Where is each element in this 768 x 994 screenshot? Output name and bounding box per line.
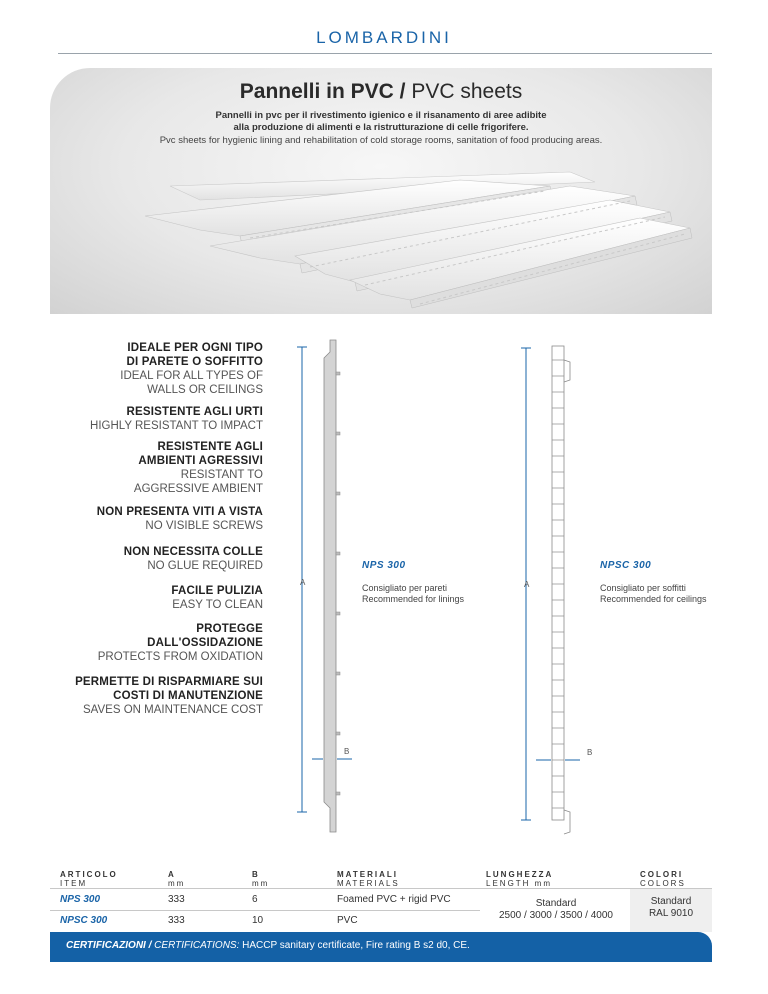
th-item: ARTICOLO ITEM xyxy=(60,870,118,888)
npsc-dim-a: A xyxy=(524,580,530,589)
feature-en: EASY TO CLEAN xyxy=(172,599,263,611)
nps-product-name: NPS 300 xyxy=(362,560,406,571)
row-b: 10 xyxy=(252,915,264,926)
feature-oxidation xyxy=(60,622,263,664)
row-b: 6 xyxy=(252,894,258,905)
th-colors: COLORI COLORS xyxy=(640,870,686,888)
feature-it: NON PRESENTA VITI A VISTA xyxy=(96,506,263,518)
feature-it: DALL'OSSIDAZIONE xyxy=(147,637,263,649)
feature-en: PROTECTS FROM OXIDATION xyxy=(97,651,263,663)
certifications-bar xyxy=(50,932,712,962)
feature-walls-ceilings xyxy=(60,341,263,397)
hero-title-it: Pannelli in PVC xyxy=(239,80,394,103)
feature-en: NO GLUE REQUIRED xyxy=(147,560,263,572)
npsc-dim-b: B xyxy=(587,748,593,757)
certifications-text: CERTIFICAZIONI / CERTIFICATIONS: HACCP sanitary certificate, Fire rating B s2 d0, CE. xyxy=(66,940,470,951)
row-material: PVC xyxy=(337,915,358,926)
hero-subtitle-it-1: Pannelli in pvc per il rivestimento igienico e il risanamento di aree adibite xyxy=(215,110,547,121)
npsc-desc-it: Consigliato per soffitti xyxy=(600,583,686,593)
row-item: NPS 300 xyxy=(60,894,101,905)
feature-en: AGGRESSIVE AMBIENT xyxy=(133,483,263,495)
row-a: 333 xyxy=(168,915,185,926)
feature-en: HIGHLY RESISTANT TO IMPACT xyxy=(90,420,263,432)
npsc-profile-drawing xyxy=(512,340,592,840)
feature-en: NO VISIBLE SCREWS xyxy=(145,520,263,532)
color-ral: RAL 9010 xyxy=(648,908,694,919)
nps-desc-it: Consigliato per pareti xyxy=(362,583,448,593)
table-rule xyxy=(50,910,480,911)
color-standard: Standard xyxy=(650,896,692,907)
hero-title xyxy=(50,80,712,104)
feature-it: PERMETTE DI RISPARMIARE SUI xyxy=(75,676,263,688)
hero-title-separator: / xyxy=(393,80,412,103)
feature-easy-clean xyxy=(60,584,263,612)
th-a: A mm xyxy=(168,870,186,888)
row-a: 333 xyxy=(168,894,185,905)
th-materials: MATERIALI MATERIALS xyxy=(337,870,400,888)
feature-it: NON NECESSITA COLLE xyxy=(123,546,263,558)
feature-it: COSTI DI MANUTENZIONE xyxy=(113,690,263,702)
nps-dim-a: A xyxy=(300,578,306,587)
brand-logo-text: LOMBARDINI xyxy=(316,28,452,47)
feature-it: AMBIENTI AGRESSIVI xyxy=(138,455,263,467)
hero-banner xyxy=(50,68,712,314)
feature-it: PROTEGGE xyxy=(196,623,263,635)
feature-en: SAVES ON MAINTENANCE COST xyxy=(83,704,263,716)
npsc-desc-en: Recommended for ceilings xyxy=(600,594,707,604)
feature-it: RESISTENTE AGLI URTI xyxy=(126,406,263,418)
header-divider xyxy=(58,53,712,54)
feature-it: DI PARETE O SOFFITTO xyxy=(126,356,263,368)
length-values: 2500 / 3000 / 3500 / 4000 xyxy=(499,910,613,921)
nps-dim-b: B xyxy=(344,747,350,756)
hero-subtitle-it-2: alla produzione di alimenti e la ristrutturazione di celle frigorifere. xyxy=(233,122,529,133)
feature-en: RESISTANT TO xyxy=(180,469,263,481)
feature-no-screws xyxy=(60,505,263,533)
npsc-product-name: NPSC 300 xyxy=(600,560,652,571)
feature-en: WALLS OR CEILINGS xyxy=(147,384,263,396)
feature-it: FACILE PULIZIA xyxy=(171,585,263,597)
feature-it: RESISTENTE AGLI xyxy=(157,441,263,453)
feature-no-glue xyxy=(60,545,263,573)
nps-desc-en: Recommended for linings xyxy=(362,594,465,604)
row-material: Foamed PVC + rigid PVC xyxy=(337,894,451,905)
row-item: NPSC 300 xyxy=(60,915,108,926)
nps-profile-drawing xyxy=(290,332,370,842)
hero-title-en: PVC sheets xyxy=(411,80,523,103)
feature-it: IDEALE PER OGNI TIPO xyxy=(127,342,263,354)
table-rule xyxy=(50,888,712,889)
feature-maintenance xyxy=(60,675,263,717)
length-standard: Standard xyxy=(535,898,577,909)
hero-subtitle-en: Pvc sheets for hygienic lining and rehabilitation of cold storage rooms, sanitation of food producing areas. xyxy=(159,135,603,146)
feature-impact xyxy=(60,405,263,433)
th-length: LUNGHEZZA LENGTH mm xyxy=(486,870,554,888)
th-b: B mm xyxy=(252,870,270,888)
pvc-sheets-image xyxy=(50,68,712,314)
feature-aggressive-ambient xyxy=(60,440,263,496)
feature-en: IDEAL FOR ALL TYPES OF xyxy=(120,370,263,382)
